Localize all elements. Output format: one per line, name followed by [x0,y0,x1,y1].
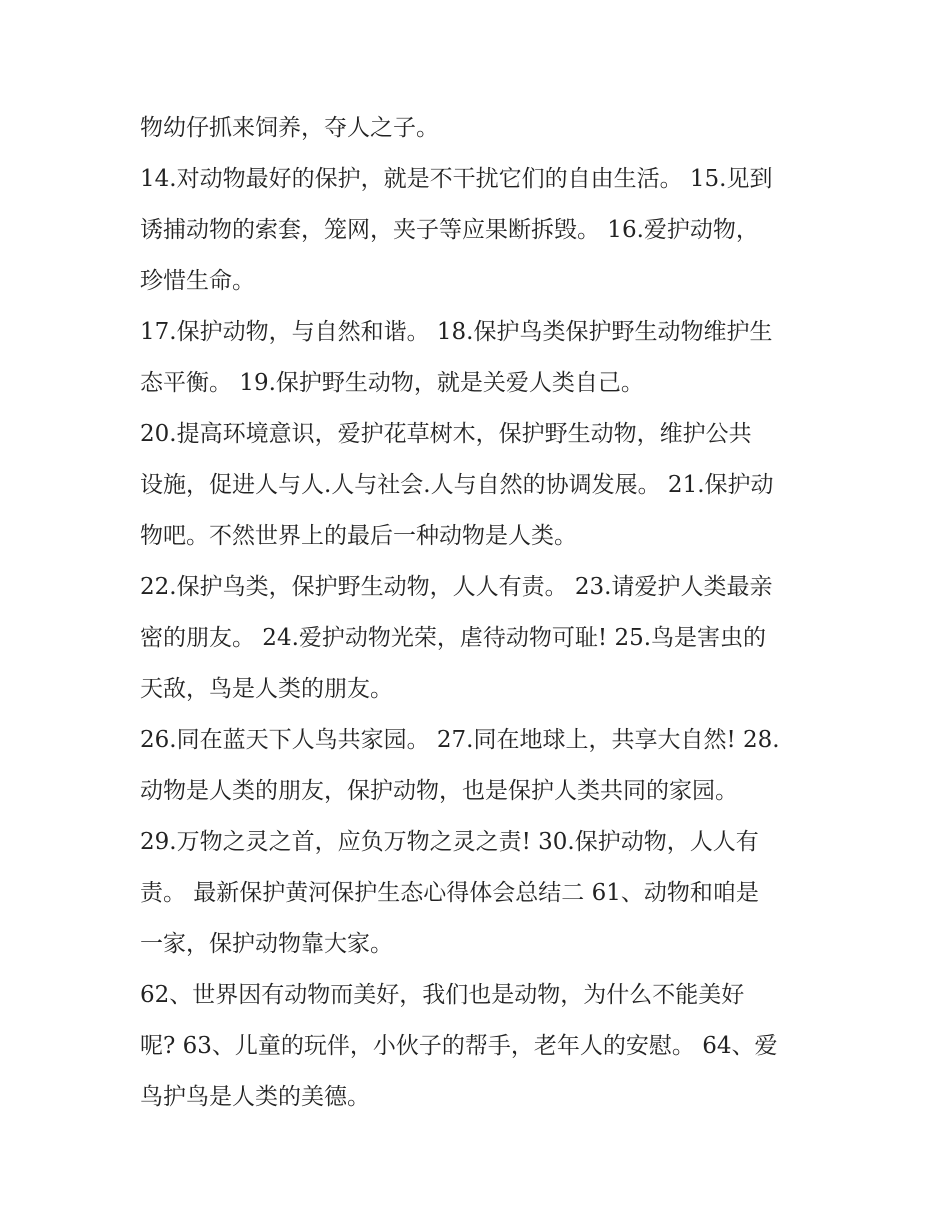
text-line: 诱捕动物的索套，笼网，夹子等应果断拆毁。 16.爱护动物， [140,217,759,243]
text-line: 天敌，鸟是人类的朋友。 [140,676,393,702]
text-line: 22.保护鸟类，保护野生动物，人人有责。 23.请爱护人类最亲 [140,574,773,600]
text-line: 26.同在蓝天下人鸟共家园。 27.同在地球上，共享大自然! 28. [140,727,780,753]
text-line: 一家，保护动物靠大家。 [140,931,393,957]
text-line: 责。 最新保护黄河保护生态心得体会总结二 61、动物和咱是 [140,880,759,906]
text-line: 动物是人类的朋友，保护动物，也是保护人类共同的家园。 [140,778,738,804]
text-line: 珍惜生命。 [140,268,255,294]
text-line: 14.对动物最好的保护，就是不干扰它们的自由生活。 15.见到 [140,166,773,192]
document-body [140,103,830,1123]
text-line: 设施，促进人与人.人与社会.人与自然的协调发展。 21.保护动 [140,472,774,498]
text-line: 17.保护动物，与自然和谐。 18.保护鸟类保护野生动物维护生 [140,319,773,345]
text-line: 呢? 63、儿童的玩伴，小伙子的帮手，老年人的安慰。 64、爱 [140,1033,778,1059]
text-line: 物幼仔抓来饲养，夺人之子。 [140,115,439,141]
text-line: 鸟护鸟是人类的美德。 [140,1084,370,1110]
text-line: 密的朋友。 24.爱护动物光荣，虐待动物可耻! 25.鸟是害虫的 [140,625,767,651]
text-line: 物吧。不然世界上的最后一种动物是人类。 [140,523,577,549]
text-line: 20.提高环境意识，爱护花草树木，保护野生动物，维护公共 [140,421,752,447]
text-line: 29.万物之灵之首，应负万物之灵之责! 30.保护动物，人人有 [140,829,759,855]
text-line: 62、世界因有动物而美好，我们也是动物，为什么不能美好 [140,982,745,1008]
text-line: 态平衡。 19.保护野生动物，就是关爱人类自己。 [140,370,644,396]
